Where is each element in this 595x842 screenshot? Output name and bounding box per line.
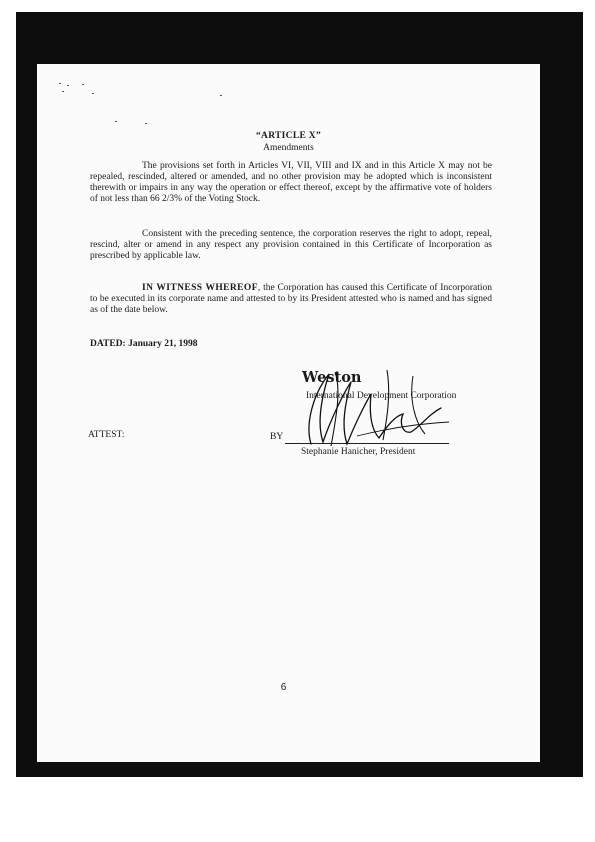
signer-name: Stephanie Hanicher, President [301, 447, 416, 457]
scan-speck [115, 121, 117, 122]
by-label: BY [270, 432, 284, 442]
scan-speck [82, 84, 84, 85]
scan-speck [92, 93, 94, 94]
paragraph-reserved-rights: Consistent with the preceding sentence, the corporation reserves the right to adopt, repeal, rescind, alter or amend in any respect any provision contained in this Certificate of Incorporation as prescribed by applicable law. [90, 229, 492, 261]
company-name: International Development Corporation [306, 391, 457, 401]
document-page [37, 64, 540, 762]
witness-text: , the Corporation has caused this Certificate of Incorporation to be executed in its corporate name and attested to by its President attested who is named and has signed as of the date below. [90, 283, 492, 315]
attest-label: ATTEST: [88, 430, 125, 440]
scan-speck [62, 91, 64, 92]
article-subtitle: Amendments [263, 143, 314, 153]
scan-speck [220, 95, 222, 96]
paragraph-witness [90, 283, 492, 316]
paragraph-amendment-restriction: The provisions set forth in Articles VI, VII, VIII and IX and in this Article X may not be repealed, rescinded, altered or amended, and no other provision may be adopted which is inconsistent therewith or impairs in any way the operation or effect thereof, except by the affirmative vote of holders of not less than 66 2/3% of the Voting Stock. [90, 161, 492, 204]
page-number: 6 [280, 682, 287, 693]
witness-lead: IN WITNESS WHEREOF [142, 283, 258, 293]
scan-speck [145, 123, 147, 124]
scan-speck [67, 85, 69, 86]
company-logo: Weston [302, 369, 362, 386]
article-title: “ARTICLE X” [256, 131, 321, 141]
dated-line: DATED: January 21, 1998 [90, 339, 198, 349]
scan-speck [59, 83, 61, 84]
handwritten-signature [291, 364, 451, 454]
